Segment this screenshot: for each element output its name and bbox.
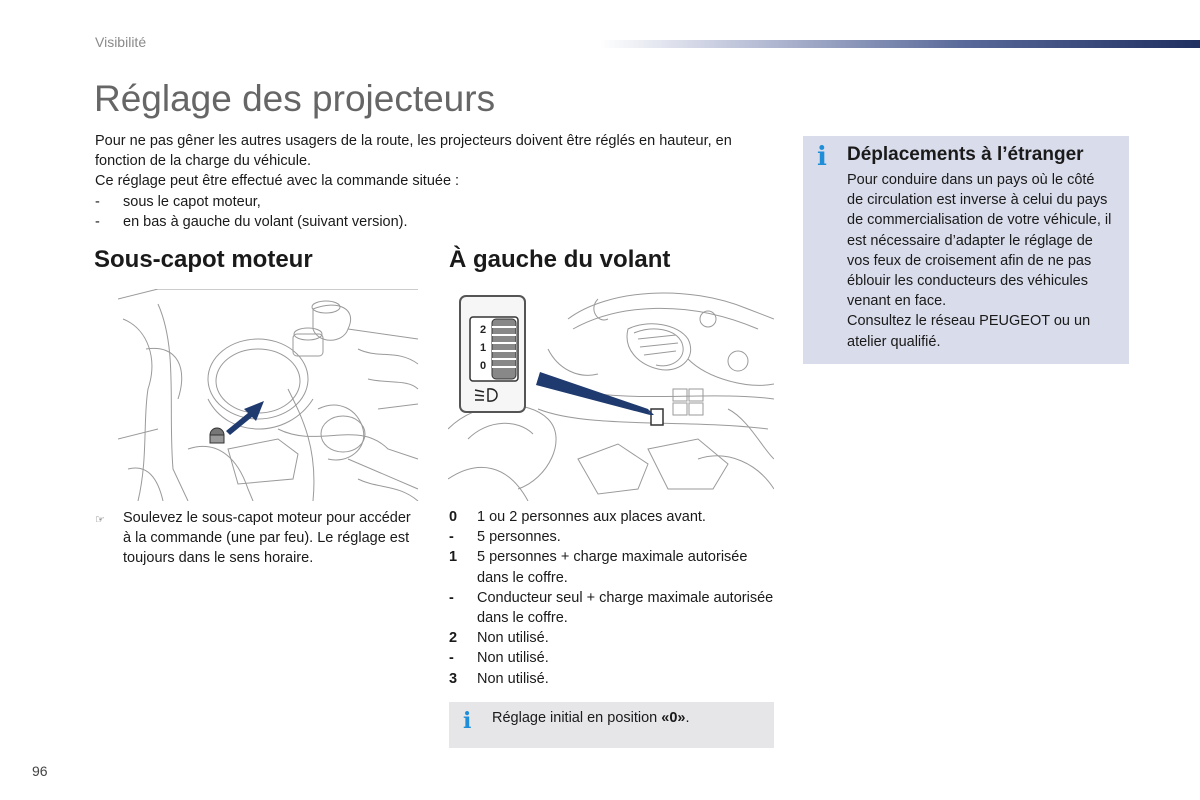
- page-title: Réglage des projecteurs: [94, 78, 496, 119]
- position-text: 1 ou 2 personnes aux places avant.: [477, 509, 706, 525]
- note-suffix: .: [685, 710, 690, 726]
- info-paragraph: Consultez le réseau PEUGEOT ou un atelier qualifié.: [847, 313, 1091, 350]
- info-box-title: Déplacements à l’étranger: [847, 144, 1084, 165]
- page-number: 96: [32, 763, 48, 779]
- position-key: 3: [449, 670, 458, 687]
- info-box-abroad: [803, 136, 1129, 364]
- engine-compartment-illustration: [118, 289, 420, 501]
- positions-list: [449, 507, 779, 689]
- position-key: 2: [449, 630, 458, 647]
- position-text: Conducteur seul + charge maximale autorisée dans le coffre.: [477, 589, 774, 627]
- initial-setting-note: [449, 702, 774, 748]
- step-text: Soulevez le sous-capot moteur pour accéder à la commande (une par feu). Le réglage est toujours dans le sens horaire.: [123, 510, 411, 567]
- list-dash: -: [95, 213, 100, 230]
- position-text: Non utilisé.: [477, 650, 549, 667]
- info-icon: i: [463, 708, 472, 734]
- dashboard-control-illustration: [448, 289, 774, 501]
- intro-list-item: [95, 212, 785, 232]
- dial-magnified: [460, 296, 525, 412]
- dial-label: 1: [479, 342, 487, 354]
- intro-paragraph: Ce réglage peut être effectué avec la commande située :: [95, 173, 460, 190]
- position-key: -: [449, 529, 454, 546]
- info-icon: i: [817, 142, 827, 172]
- heading-left-of-wheel: À gauche du volant: [449, 246, 671, 273]
- position-text: 5 personnes + charge maximale autorisée dans le coffre.: [477, 549, 748, 586]
- dial-label: 2: [479, 324, 487, 336]
- adjuster-knob: [210, 428, 224, 443]
- list-item: [449, 588, 779, 628]
- dial-label: 0: [479, 360, 487, 372]
- position-key: 1: [449, 549, 458, 566]
- position-key: 0: [449, 509, 458, 525]
- list-dash: -: [95, 193, 100, 210]
- note-text: [492, 710, 690, 726]
- position-text: Non utilisé.: [477, 670, 549, 687]
- step-pointer-icon: ☞: [95, 514, 105, 526]
- intro-list-text: en bas à gauche du volant (suivant version).: [123, 213, 408, 230]
- intro-list-item: [95, 192, 785, 212]
- list-item: [449, 648, 779, 668]
- heading-under-hood: Sous-capot moteur: [94, 246, 313, 273]
- under-hood-instruction: [95, 508, 415, 569]
- pointer-arrow: [536, 372, 650, 415]
- intro-list-text: sous le capot moteur,: [123, 193, 261, 210]
- position-text: Non utilisé.: [477, 630, 549, 647]
- position-key: -: [449, 589, 454, 606]
- intro-text: [95, 131, 785, 232]
- list-item: [449, 527, 779, 547]
- header-gradient-bar: [600, 40, 1200, 48]
- info-box-text: [847, 170, 1112, 352]
- note-prefix: Réglage initial en position: [492, 710, 662, 726]
- intro-paragraph: Pour ne pas gêner les autres usagers de la route, les projecteurs doivent être réglés en hauteur, en fonction de la charge du véhicule.: [95, 133, 732, 170]
- section-label: Visibilité: [95, 34, 147, 50]
- position-key: -: [449, 650, 454, 667]
- list-item: [449, 547, 779, 587]
- list-item: [449, 507, 779, 527]
- position-text: 5 personnes.: [477, 529, 561, 546]
- dashboard-dial-small: [651, 409, 663, 425]
- info-paragraph: Pour conduire dans un pays où le côté de circulation est inverse à celui du pays de commercialisation de votre véhicule, il est nécessaire d’adapter le réglage de vos feux de croisement afin de ne pas éblouir les conducteurs des véhicules venant en face.: [847, 172, 1112, 310]
- note-value: «0»: [661, 710, 686, 726]
- list-item: [449, 628, 779, 648]
- list-item: [449, 669, 779, 689]
